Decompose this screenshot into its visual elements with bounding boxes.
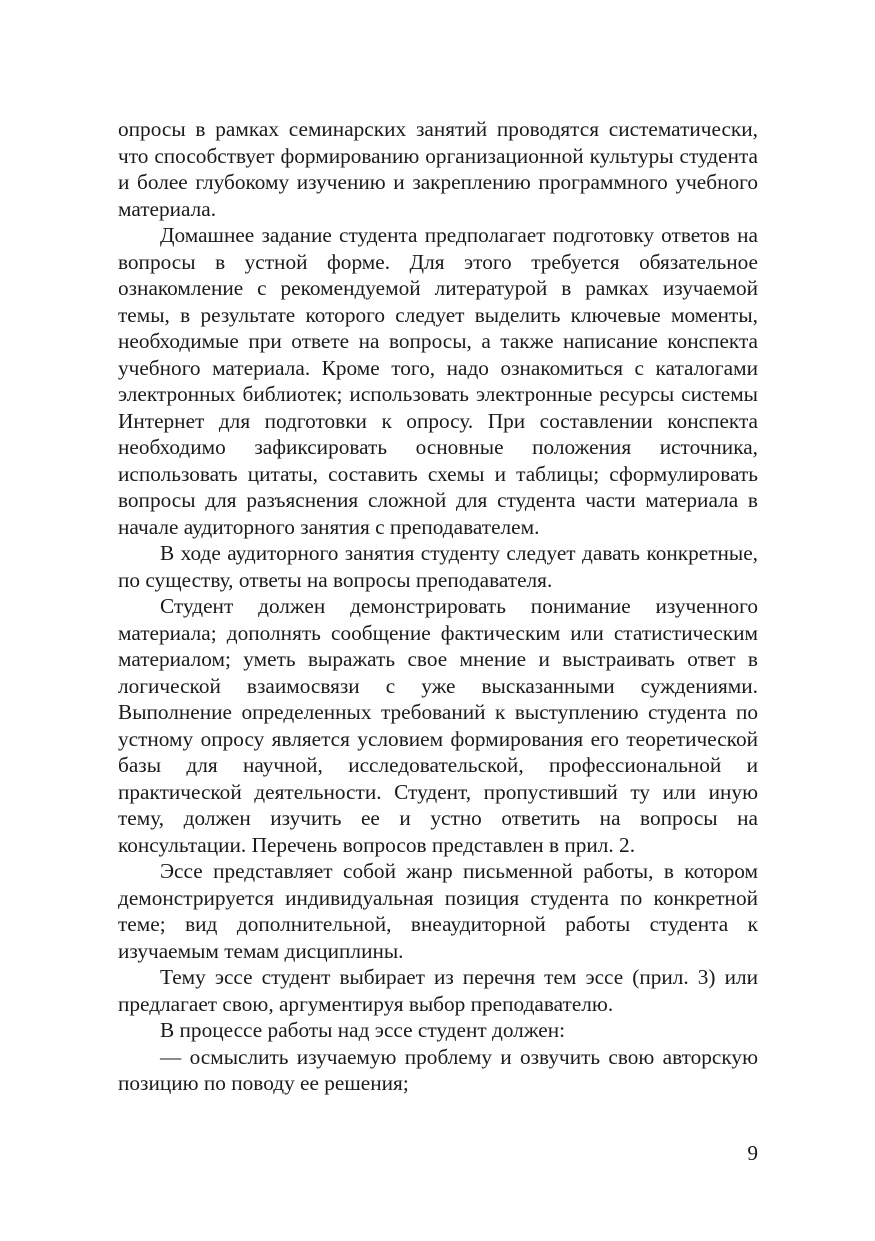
paragraph-2: Домашнее задание студента предполагает подготовку ответов на вопросы в устной форме. Для этого требуется обязательное ознакомление с рекомендуемой литературой в рамках изучаемой темы, в результате которого следует выделить ключевые моменты, необходимые при ответе на вопросы, а также написание конспекта учебного материала. Кроме того, надо ознакомиться с каталогами электронных библиотек; использовать электронные ресурсы системы Интернет для подготовки к опросу. При составлении конспекта необходимо зафиксировать основные положения источника, использовать цитаты, составить схемы и таблицы; сформулировать вопросы для разъяснения сложной для студента части материала в начале аудиторного занятия с преподавателем. bbox=[118, 223, 758, 539]
paragraph-1: опросы в рамках семинарских занятий проводятся систематически, что способствует формированию организационной культуры студента и более глубокому изучению и закреплению программного учебного материала. bbox=[118, 117, 758, 221]
paragraph-7: В процессе работы над эссе студент должен: bbox=[160, 1018, 566, 1042]
paragraph-8: — осмыслить изучаемую проблему и озвучить свою авторскую позицию по поводу ее решения; bbox=[118, 1044, 758, 1095]
paragraph-3: В ходе аудиторного занятия студенту следует давать конкретные, по существу, ответы на вопросы преподавателя. bbox=[118, 541, 758, 592]
paragraph-5: Эссе представляет собой жанр письменной работы, в котором демонстрируется индивидуальная позиция студента по конкретной теме; вид дополнительной, внеаудиторной работы студента к изучаемым темам дисциплины. bbox=[118, 859, 758, 963]
paragraph-6: Тему эссе студент выбирает из перечня тем эссе (прил. 3) или предлагает свою, аргументируя выбор преподавателю. bbox=[118, 965, 758, 1016]
page-number: 9 bbox=[747, 1141, 758, 1165]
body-text bbox=[118, 116, 758, 1097]
paragraph-4: Студент должен демонстрировать понимание изученного материала; дополнять сообщение фактическим или статистическим материалом; уметь выражать свое мнение и выстраивать ответ в логической взаимосвязи с уже высказанными суждениями. Выполнение определенных требований к выступлению студента по устному опросу является условием формирования его теоретической базы для научной, исследовательской, профессиональной и практической деятельности. Студент, пропустивший ту или иную тему, должен изучить ее и устно ответить на вопросы на консультации. Перечень вопросов представлен в прил. 2. bbox=[118, 594, 758, 857]
